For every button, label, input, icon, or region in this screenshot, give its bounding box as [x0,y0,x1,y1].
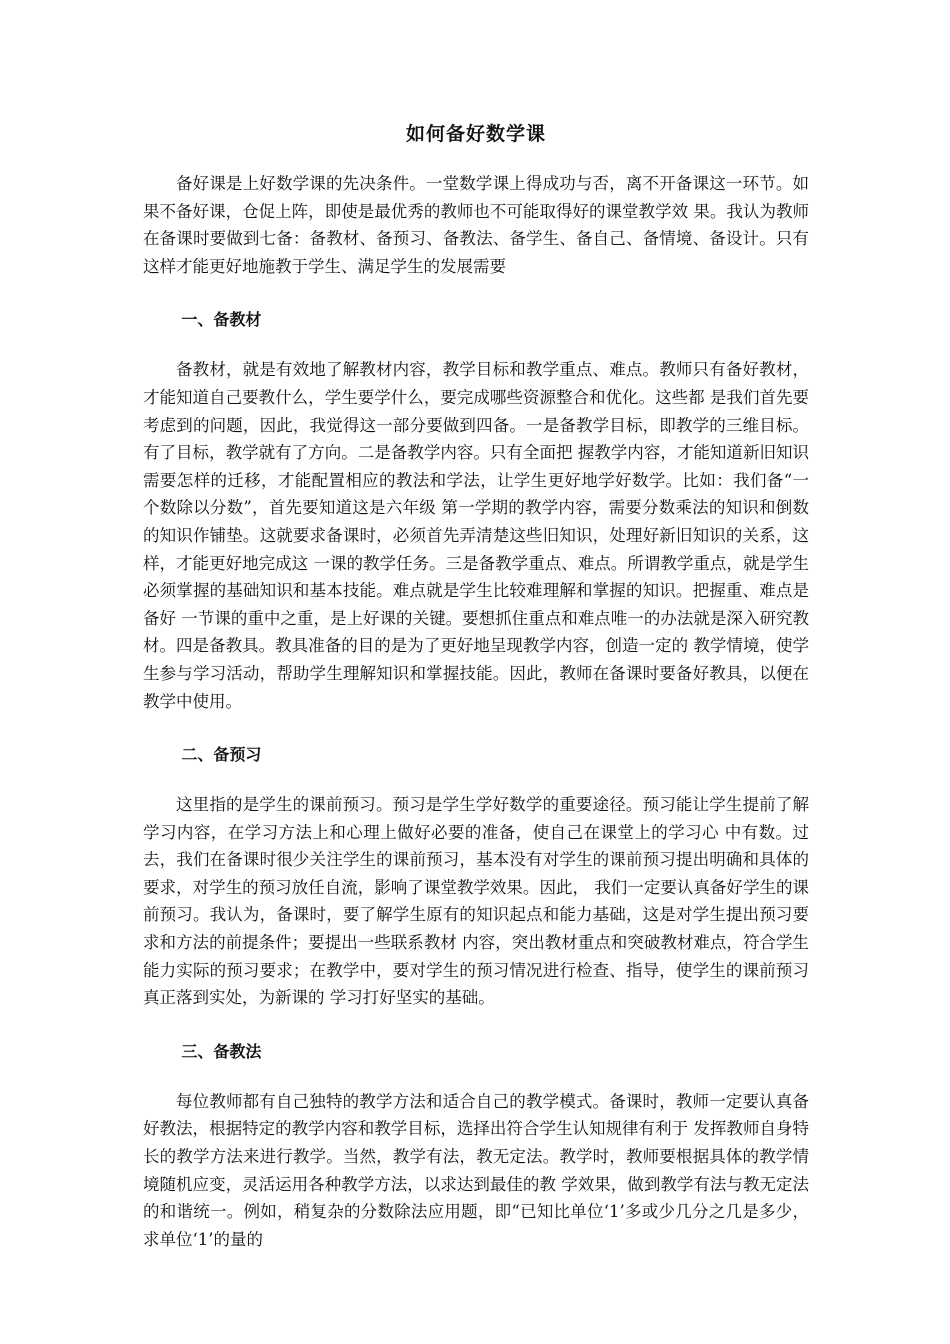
section-body-3: 每位教师都有自己独特的教学方法和适合自己的教学模式。备课时，教师一定要认真备好教法，根据特定的教学内容和教学目标，选择出符合学生认知规律有利于 发挥教师自身特长的教学方法来进行教学。当然，教学有法，教无定法。教学时，教师要根据具体的教学情境随机应变，灵活运用各种教学方法，以求达到最佳的教 学效果，做到教学有法与教无定法的和谐统一。例如，稍复杂的分数除法应用题，即“已知比单位‘1’多或少几分之几是多少，求单位‘1’的量的 [143,1091,809,1249]
section-heading-1: 一、备教材 [181,310,262,330]
section-heading-3: 三、备教法 [181,1041,262,1061]
document-page [143,118,809,1253]
intro-paragraph: 备好课是上好数学课的先决条件。一堂数学课上得成功与否，离不开备课这一环节。如果不备好课，仓促上阵，即使是最优秀的教师也不可能取得好的课堂教学效 果。我认为教师在备课时要做到七备：备教材、备预习、备教法、备学生、备自己、备情境、备设计。只有这样才能更好地施教于学生、满足学生的发展需要 [143,174,809,276]
section-heading-2: 二、备预习 [181,745,262,765]
document-title: 如何备好数学课 [405,123,546,145]
section-body-2: 这里指的是学生的课前预习。预习是学生学好数学的重要途径。预习能让学生提前了解学习内容，在学习方法上和心理上做好必要的准备，使自己在课堂上的学习心 中有数。过去，我们在备课时很少关注学生的课前预习，基本没有对学生的课前预习提出明确和具体的要求，对学生的预习放任自流，影响了课堂教学效果。因此， 我们一定要认真备好学生的课前预习。我认为，备课时，要了解学生原有的知识起点和能力基础，这是对学生提出预习要求和方法的前提条件；要提出一些联系教材 内容，突出教材重点和突破教材难点，符合学生能力实际的预习要求；在教学中，要对学生的预习情况进行检查、指导，使学生的课前预习真正落到实处，为新课的 学习打好坚实的基础。 [143,795,809,1008]
section-body-1: 备教材，就是有效地了解教材内容，教学目标和教学重点、难点。教师只有备好教材，才能知道自己要教什么，学生要学什么，要完成哪些资源整合和优化。这些都 是我们首先要考虑到的问题，因此，我觉得这一部分要做到四备。一是备教学目标，即教学的三维目标。有了目标，教学就有了方向。二是备教学内容。只有全面把 握教学内容，才能知道新旧知识需要怎样的迁移，才能配置相应的教法和学法，让学生更好地学好数学。比如：我们备“一个数除以分数”，首先要知道这是六年级 第一学期的教学内容，需要分数乘法的知识和倒数的知识作铺垫。这就要求备课时，必须首先弄清楚这些旧知识，处理好新旧知识的关系，这样，才能更好地完成这 一课的教学任务。三是备教学重点、难点。所谓教学重点，就是学生必须掌握的基础知识和基本技能。难点就是学生比较难理解和掌握的知识。把握重、难点是备好 一节课的重中之重，是上好课的关键。要想抓住重点和难点唯一的办法就是深入研究教材。四是备教具。教具准备的目的是为了更好地呈现教学内容，创造一定的 教学情境，使学生参与学习活动，帮助学生理解知识和掌握技能。因此，教师在备课时要备好教具，以便在教学中使用。 [143,360,809,711]
